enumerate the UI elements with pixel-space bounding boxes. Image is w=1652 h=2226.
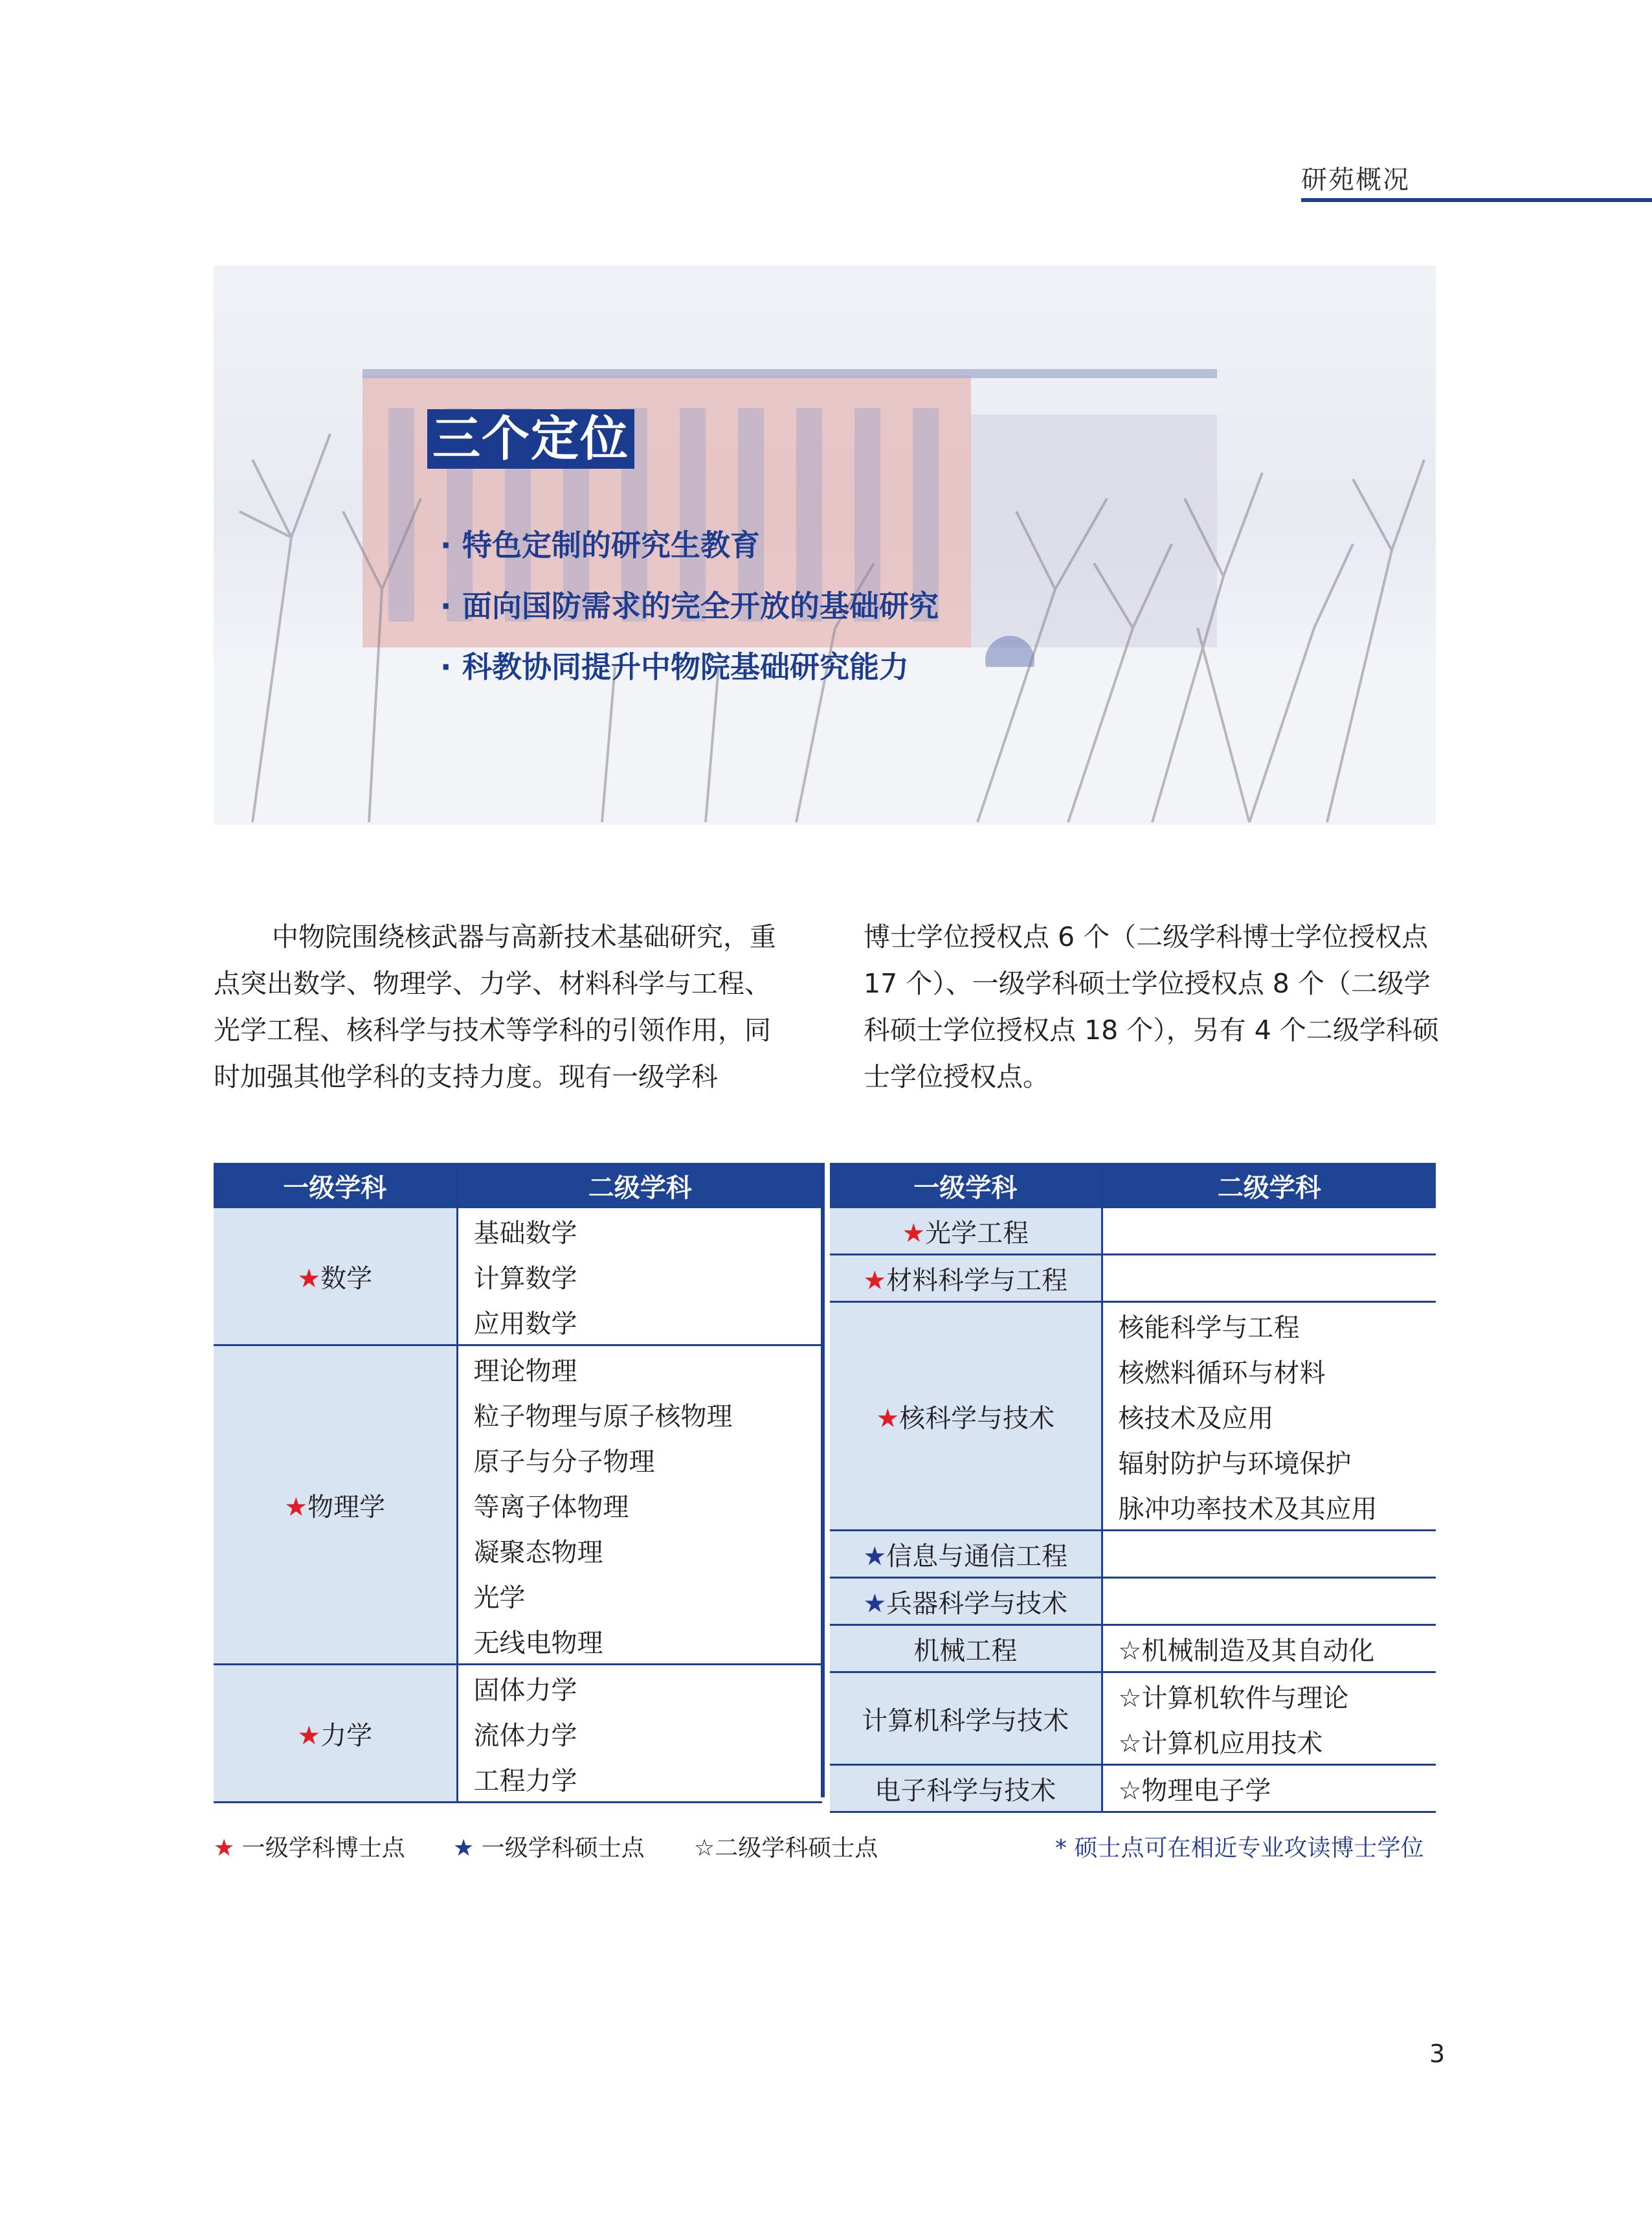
header-primary: 一级学科 — [214, 1163, 457, 1208]
secondary-discipline-cell: 核技术及应用 — [1102, 1393, 1436, 1439]
legend-master-primary: ★ 一级学科硕士点 — [453, 1835, 645, 1861]
primary-discipline-name: 数学 — [320, 1263, 373, 1294]
primary-discipline-cell — [214, 1208, 457, 1345]
primary-discipline-name: 核科学与技术 — [899, 1403, 1055, 1433]
star-icon: ★ — [876, 1403, 900, 1433]
secondary-discipline-cell: 粒子物理与原子核物理 — [457, 1391, 822, 1437]
header-secondary: 二级学科 — [457, 1163, 822, 1208]
primary-discipline-cell — [830, 1578, 1102, 1625]
star-icon: ★ — [863, 1541, 887, 1571]
secondary-discipline-cell: 脉冲功率技术及其应用 — [1102, 1484, 1436, 1531]
star-icon: ★ — [297, 1720, 321, 1751]
page-number: 3 — [1429, 2040, 1446, 2068]
primary-discipline-cell — [830, 1302, 1102, 1531]
primary-discipline-name: 光学工程 — [925, 1218, 1029, 1248]
secondary-discipline-cell: ☆机械制造及其自动化 — [1102, 1625, 1436, 1672]
primary-discipline-cell — [830, 1208, 1102, 1255]
primary-discipline-cell — [830, 1531, 1102, 1578]
primary-discipline-cell — [214, 1345, 457, 1665]
star-icon: ★ — [863, 1265, 887, 1296]
star-icon: ★ — [902, 1218, 926, 1248]
secondary-discipline-cell: 工程力学 — [457, 1756, 822, 1803]
table-row — [830, 1765, 1436, 1812]
secondary-discipline-cell — [1102, 1255, 1436, 1302]
intro-paragraph-left: 中物院围绕核武器与高新技术基础研究，重点突出数学、物理学、力学、材料科学与工程、光学工程、核科学与技术等学科的引领作用，同时加强其他学科的支持力度。现有一级学科 — [214, 921, 776, 1092]
table-row — [214, 1208, 822, 1254]
legend-master-secondary: ☆二级学科硕士点 — [694, 1835, 878, 1861]
primary-discipline-cell — [830, 1765, 1102, 1812]
primary-discipline-name: 材料科学与工程 — [886, 1265, 1068, 1296]
secondary-discipline-cell — [1102, 1578, 1436, 1625]
secondary-discipline-cell: 计算数学 — [457, 1254, 822, 1299]
secondary-discipline-cell: 光学 — [457, 1573, 822, 1618]
primary-discipline-cell — [830, 1255, 1102, 1302]
header-primary: 一级学科 — [830, 1163, 1102, 1208]
secondary-discipline-cell — [1102, 1208, 1436, 1255]
secondary-discipline-cell: 固体力学 — [457, 1665, 822, 1711]
secondary-discipline-cell: 流体力学 — [457, 1711, 822, 1756]
banner-title: 三个定位 — [427, 409, 634, 469]
secondary-discipline-cell: ☆计算机软件与理论 — [1102, 1672, 1436, 1719]
table-row — [214, 1345, 822, 1392]
primary-discipline-name: 电子科学与技术 — [875, 1775, 1056, 1806]
table-row — [830, 1625, 1436, 1672]
legend-doctoral: ★ 一级学科博士点 — [214, 1835, 405, 1861]
table-divider — [821, 1163, 825, 1797]
primary-discipline-name: 机械工程 — [913, 1636, 1018, 1666]
secondary-discipline-cell: ☆物理电子学 — [1102, 1765, 1436, 1812]
primary-discipline-name: 信息与通信工程 — [886, 1541, 1068, 1571]
table-row — [214, 1665, 822, 1711]
discipline-table-right — [830, 1163, 1436, 1813]
star-icon: ★ — [284, 1492, 308, 1522]
header-secondary: 二级学科 — [1102, 1163, 1436, 1208]
primary-discipline-cell — [830, 1672, 1102, 1765]
primary-discipline-name: 物理学 — [307, 1492, 386, 1522]
secondary-discipline-cell: 凝聚态物理 — [457, 1527, 822, 1573]
secondary-discipline-cell — [1102, 1531, 1436, 1578]
secondary-discipline-cell: 等离子体物理 — [457, 1482, 822, 1527]
discipline-table-left — [214, 1163, 822, 1803]
positioning-item: · 科教协同提升中物院基础研究能力 — [440, 649, 909, 684]
secondary-discipline-cell: 辐射防护与环境保护 — [1102, 1439, 1436, 1484]
section-rule — [1301, 198, 1652, 202]
secondary-discipline-cell: 核能科学与工程 — [1102, 1302, 1436, 1349]
primary-discipline-name: 计算机科学与技术 — [862, 1705, 1069, 1736]
secondary-discipline-cell: 原子与分子物理 — [457, 1437, 822, 1482]
secondary-discipline-cell: 基础数学 — [457, 1208, 822, 1254]
primary-discipline-cell — [214, 1665, 457, 1803]
intro-paragraph-right: 博士学位授权点 6 个（二级学科博士学位授权点 17 个）、一级学科硕士学位授权点 8 个（二级学科硕士学位授权点 18 个），另有 4 个二级学科硕士学位授权点。 — [864, 921, 1439, 1092]
secondary-discipline-cell: 无线电物理 — [457, 1618, 822, 1665]
primary-discipline-cell — [830, 1625, 1102, 1672]
primary-discipline-name: 力学 — [320, 1720, 373, 1751]
table-row — [830, 1578, 1436, 1625]
positioning-item: · 特色定制的研究生教育 — [440, 528, 760, 563]
secondary-discipline-cell: ☆计算机应用技术 — [1102, 1718, 1436, 1765]
table-row — [830, 1302, 1436, 1349]
secondary-discipline-cell: 理论物理 — [457, 1345, 822, 1392]
star-icon: ★ — [863, 1588, 887, 1619]
table-row — [830, 1208, 1436, 1255]
positioning-item: · 面向国防需求的完全开放的基础研究 — [440, 589, 939, 624]
primary-discipline-name: 兵器科学与技术 — [886, 1588, 1068, 1619]
table-row — [830, 1672, 1436, 1719]
table-row — [830, 1255, 1436, 1302]
positioning-list — [440, 515, 939, 697]
table-row — [830, 1531, 1436, 1578]
secondary-discipline-cell: 核燃料循环与材料 — [1102, 1348, 1436, 1393]
star-icon: ★ — [297, 1263, 321, 1294]
banner-image — [214, 265, 1436, 825]
legend-note: * 硕士点可在相近专业攻读博士学位 — [1055, 1835, 1424, 1861]
secondary-discipline-cell: 应用数学 — [457, 1299, 822, 1345]
section-title: 研苑概况 — [1301, 165, 1410, 195]
